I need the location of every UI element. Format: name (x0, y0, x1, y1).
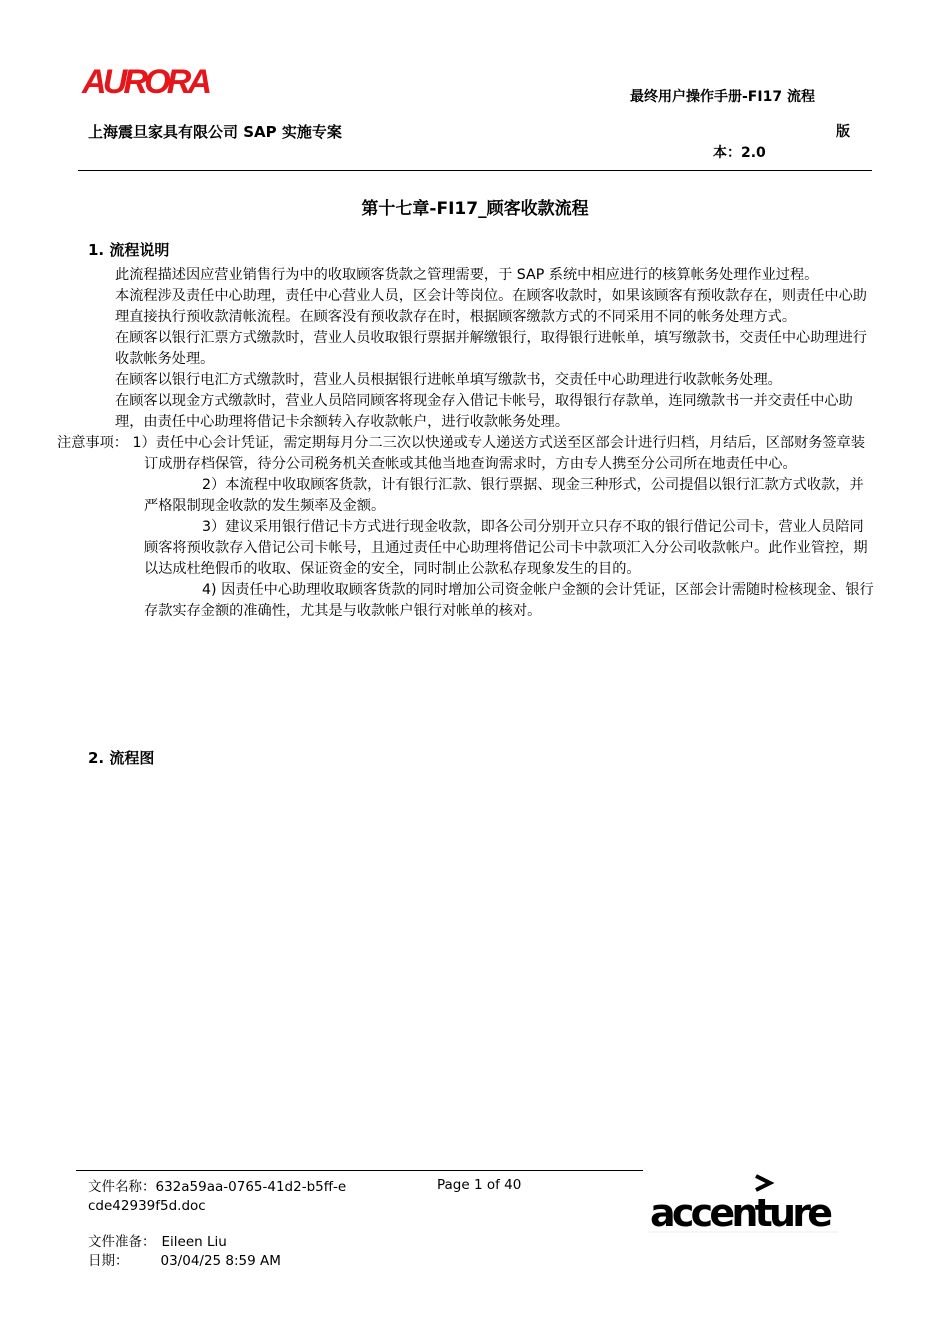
paragraph: 此流程描述因应营业销售行为中的收取顾客货款之管理需要，于 SAP 系统中相应进行的核算帐务处理作业过程。 (115, 267, 819, 283)
page-number: Page 1 of 40 (437, 1177, 522, 1193)
filename-label: 文件名称： (88, 1179, 156, 1195)
prep-label: 文件准备： (88, 1234, 156, 1250)
section2-heading: 2. 流程图 (88, 749, 155, 767)
date-label: 日期： (88, 1253, 129, 1269)
chapter-title: 第十七章-FI17_顾客收款流程 (361, 199, 589, 219)
footer-filename (88, 1178, 348, 1216)
prep-value: Eileen Liu (161, 1234, 227, 1250)
accenture-chevron-icon (756, 1176, 770, 1190)
note-item-1: 注意事项： 1）责任中心会计凭证，需定期每月分二三次以快递或专人递送方式送至区部会计进行归档，月结后，区部财务签章装订成册存档保管，待分公司税务机关查帐或其他当地查询需求时，方由专人携至分公司所在地责任中心。 (57, 435, 866, 472)
version-value: 本：2.0 (713, 145, 766, 161)
section1-heading: 1. 流程说明 (88, 241, 170, 259)
note-item-4: 4) 因责任中心助理收取顾客货款的同时增加公司资金帐户金额的会计凭证，区部会计需随时检核现金、银行存款实存金额的准确性，尤其是与收款帐户银行对帐单的核对。 (144, 582, 874, 619)
footer-date (88, 1252, 281, 1271)
version-label: 版 (836, 124, 850, 140)
footer-divider (76, 1170, 643, 1171)
paragraph: 在顾客以银行电汇方式缴款时，营业人员根据银行进帐单填写缴款书，交责任中心助理进行收款帐务处理。 (115, 372, 782, 388)
doc-title: 最终用户操作手册-FI17 流程 (630, 89, 815, 105)
aurora-logo (80, 62, 212, 98)
date-value: 03/04/25 8:59 AM (160, 1253, 281, 1269)
header-divider (78, 170, 872, 171)
paragraph: 在顾客以银行汇票方式缴款时，营业人员收取银行票据并解缴银行，取得银行进帐单，填写缴款书，交责任中心助理进行收款帐务处理。 (115, 330, 867, 367)
company-name: 上海震旦家具有限公司 SAP 实施专案 (88, 123, 342, 141)
footer-prepared-by (88, 1233, 227, 1252)
note-item-2: 2）本流程中收取顾客货款，计有银行汇款、银行票据、现金三种形式，公司提倡以银行汇款方式收款，并严格限制现金收款的发生频率及金额。 (144, 477, 864, 514)
filename-value: 632a59aa-0765-41d2-b5ff-ecde42939f5d.doc (88, 1179, 347, 1214)
paragraph: 本流程涉及责任中心助理，责任中心营业人员，区会计等岗位。在顾客收款时，如果该顾客有预收款存在，则责任中心助理直接执行预收款清帐流程。在顾客没有预收款存在时，根据顾客缴款方式的不同采用不同的帐务处理方式。 (115, 288, 867, 325)
note-item-3: 3）建议采用银行借记卡方式进行现金收款，即各公司分别开立只存不取的银行借记公司卡，营业人员陪同顾客将预收款存入借记公司卡帐号，且通过责任中心助理将借记公司卡中款项汇入分公司收款帐户。此作业管控，期以达成杜绝假币的收取、保证资金的安全，同时制止公款私存现象发生的目的。 (144, 519, 868, 577)
accenture-logo (648, 1172, 838, 1234)
aurora-logo-text: AURORA (82, 63, 210, 98)
section1-body (57, 265, 875, 622)
paragraph: 在顾客以现金方式缴款时，营业人员陪同顾客将现金存入借记卡帐号，取得银行存款单，连同缴款书一并交责任中心助理，由责任中心助理将借记卡余额转入存收款帐户，进行收款帐务处理。 (115, 393, 853, 430)
accenture-logo-text: accenture (650, 1191, 832, 1234)
